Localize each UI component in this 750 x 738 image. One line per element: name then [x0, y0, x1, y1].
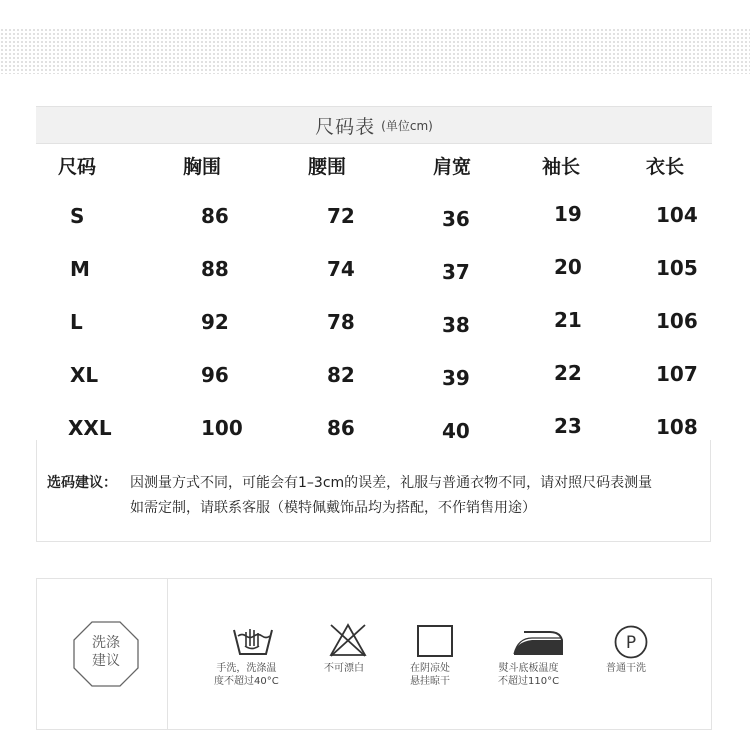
cell-waist: 82: [327, 363, 355, 387]
header-sleeve: 袖长: [542, 156, 581, 178]
caption-line-1: 不可漂白: [324, 663, 364, 674]
cell-waist: 78: [327, 310, 355, 334]
unit-label: (单位cm): [381, 118, 433, 133]
care-badge-line-2: 建议: [92, 653, 120, 669]
no-bleach-icon: [328, 622, 368, 658]
cell-shoulder: 40: [442, 419, 470, 443]
cell-size: XL: [70, 363, 99, 387]
caption-line-2: 悬挂晾干: [410, 676, 450, 687]
hand-wash-icon: [232, 624, 274, 658]
cell-length: 104: [656, 203, 698, 227]
svg-text:P: P: [625, 633, 637, 653]
header-size: 尺码: [58, 156, 97, 178]
size-advice-line-2: 如需定制，请联系客服（模特佩戴饰品均为搭配，不作销售用途）: [130, 500, 536, 516]
cell-shoulder: 37: [442, 260, 470, 284]
cell-waist: 72: [327, 204, 355, 228]
caption-line-1: 普通干洗: [606, 663, 646, 674]
size-chart-title-bar: [36, 106, 712, 144]
dry-clean-p-icon: [613, 624, 649, 660]
cell-shoulder: 39: [442, 366, 470, 390]
header-waist: 腰围: [308, 156, 347, 178]
cell-chest: 88: [201, 257, 229, 281]
cell-length: 105: [656, 256, 698, 280]
cell-chest: 100: [201, 416, 243, 440]
cell-chest: 92: [201, 310, 229, 334]
cell-length: 106: [656, 309, 698, 333]
dotted-banner: [0, 28, 750, 74]
caption-line-1: 手洗，洗涤温: [216, 663, 277, 674]
cell-shoulder: 38: [442, 313, 470, 337]
header-shoulder: 肩宽: [433, 156, 472, 178]
cell-length: 107: [656, 362, 698, 386]
dry-clean-caption: [606, 662, 646, 675]
care-divider: [167, 578, 168, 730]
cell-size: M: [70, 257, 90, 281]
no-bleach-caption: [324, 662, 364, 675]
hang-dry-shade-icon: [416, 624, 454, 658]
cell-chest: 96: [201, 363, 229, 387]
cell-sleeve: 19: [554, 202, 582, 226]
caption-line-1: 在阴凉处: [410, 663, 450, 674]
cell-shoulder: 36: [442, 207, 470, 231]
cell-length: 108: [656, 415, 698, 439]
caption-line-1: 熨斗底板温度: [498, 663, 559, 674]
caption-line-2: 度不超过40°C: [214, 676, 279, 687]
cell-size: S: [70, 204, 85, 228]
iron-icon: [510, 626, 566, 658]
size-advice-label: 选码建议：: [47, 475, 117, 491]
size-advice-line-1: 因测量方式不同，可能会有1–3cm的误差，礼服与普通衣物不同，请对照尺码表测量: [130, 475, 653, 491]
cell-waist: 74: [327, 257, 355, 281]
caption-line-2: 不超过110°C: [498, 676, 560, 687]
cell-size: L: [70, 310, 83, 334]
cell-sleeve: 20: [554, 255, 582, 279]
care-badge-line-1: 洗涤: [92, 635, 120, 651]
hand-wash-caption: [214, 662, 279, 688]
cell-chest: 86: [201, 204, 229, 228]
care-badge-label: [72, 634, 140, 670]
iron-caption: [498, 662, 559, 688]
cell-sleeve: 21: [554, 308, 582, 332]
header-chest: 胸围: [183, 156, 222, 178]
header-length: 衣长: [646, 156, 685, 178]
cell-sleeve: 22: [554, 361, 582, 385]
hang-dry-caption: [410, 662, 450, 688]
cell-sleeve: 23: [554, 414, 582, 438]
cell-waist: 86: [327, 416, 355, 440]
size-chart-title: 尺码表: [315, 115, 376, 138]
cell-size: XXL: [68, 416, 112, 440]
